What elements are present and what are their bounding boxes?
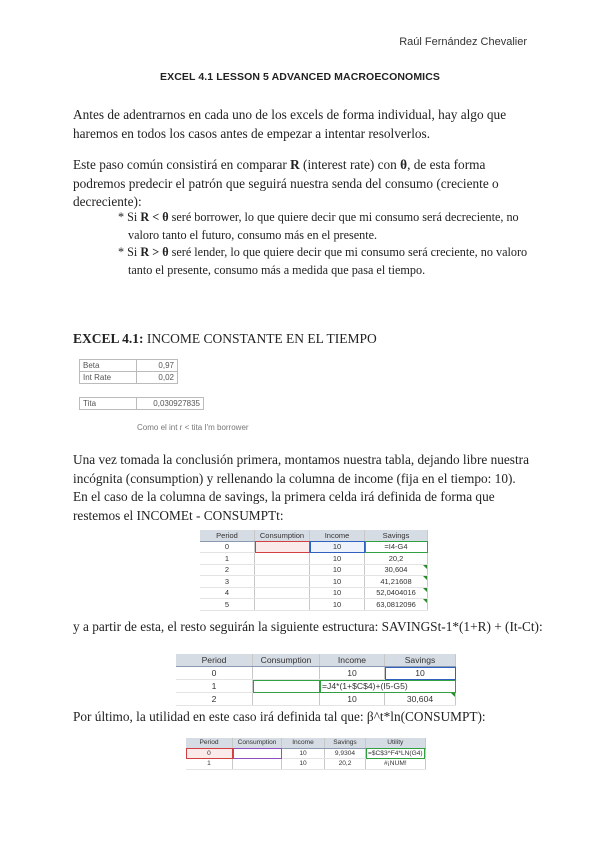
table-row: 0 10 10	[176, 667, 456, 680]
author-name: Raúl Fernández Chevalier	[399, 36, 527, 48]
header-consumption: Consumption	[255, 530, 310, 541]
document-title: EXCEL 4.1 LESSON 5 ADVANCED MACROECONOMICS	[160, 71, 440, 83]
header-income: Income	[320, 654, 385, 667]
header-period: Period	[200, 530, 255, 541]
step-paragraph	[73, 156, 533, 212]
borrower-note: Como el int r < tita I'm borrower	[137, 423, 249, 432]
table-row: 4 10 52,0404016	[200, 587, 428, 599]
table-row: 5 10 63,0812096	[200, 599, 428, 611]
table-row: 1 10 20,2	[200, 553, 428, 565]
condition-list	[118, 209, 528, 279]
table-setup-paragraph: Una vez tomada la conclusión primera, montamos nuestra tabla, dejando libre nuestra incógnita (consumption) y rellenando la columna de income (fija en el tiempo: 10). En el caso de la columna de savings, la primera celda irá definida de forma que restemos el INCOMEt - CONSUMPTt:	[73, 452, 530, 523]
r-symbol: R	[290, 157, 300, 172]
savings-structure-paragraph: y a partir de esta, el resto seguirán la siguiente estructura: SAVINGSt-1*(1+R) + (It-Ct):	[73, 619, 543, 634]
section-label: EXCEL 4.1:	[73, 331, 144, 346]
step-text-after: , de esta forma podremos predecir el patrón que seguirá nuestra senda del consumo (creciente o decreciente):	[73, 157, 499, 209]
parameters-table: Beta 0,97 Int Rate 0,02	[79, 359, 178, 384]
header-period: Period	[186, 738, 233, 748]
utility-formula-cell[interactable]: =$C$3^F4*LN(G4)	[366, 748, 426, 759]
excel-parameters-snippet	[79, 359, 284, 441]
step-text-middle: (interest rate) con	[299, 157, 401, 172]
condition-borrower: * Si R < θ seré borrower, lo que quiere decir que mi consumo será decreciente, no valoro tanto el futuro, consumo más en el presente.	[118, 210, 519, 242]
utility-table	[186, 738, 426, 770]
step-text-before: Este paso común consistirá en comparar	[73, 157, 291, 172]
header-consumption: Consumption	[233, 738, 282, 748]
header-savings: Savings	[365, 530, 428, 541]
header-income: Income	[310, 530, 365, 541]
table-row: 1 10 20,2 #¡NUM!	[186, 759, 425, 770]
utility-paragraph: Por último, la utilidad en este caso irá definida tal que: β^t*ln(CONSUMPT):	[73, 709, 486, 724]
table-row: 3 10 41,21608	[200, 576, 428, 588]
table-row: 2 10 30,604	[200, 564, 428, 576]
header-savings: Savings	[385, 654, 456, 667]
theta-symbol: θ	[400, 157, 408, 172]
theta-table: Tita 0,030927835	[79, 397, 204, 410]
header-income: Income	[282, 738, 325, 748]
table-row: 2 10 30,604	[176, 693, 456, 706]
section-heading	[73, 331, 377, 347]
table-row: 0 10 =I4-G4	[200, 541, 428, 553]
table-row: 1 =J4*(1+$C$4)+(I5-G5)	[176, 680, 456, 693]
savings-table-formula	[176, 654, 456, 706]
savings-formula-cell[interactable]: =J4*(1+$C$4)+(I5-G5)	[320, 680, 456, 693]
section-title: INCOME CONSTANTE EN EL TIEMPO	[143, 331, 377, 346]
intro-paragraph: Antes de adentrarnos en cada uno de los excels de forma individual, hay algo que haremos en todos los casos antes de empezar a intentar resolverlos.	[73, 107, 507, 141]
condition-lender: * Si R > θ seré lender, lo que quiere decir que mi consumo será creciente, no valoro tanto el presente, consumo más a medida que pasa el tiempo.	[118, 245, 528, 277]
header-savings: Savings	[325, 738, 366, 748]
header-utility: Utility	[366, 738, 426, 748]
savings-table-initial	[200, 530, 428, 611]
table-row: 0 10 9,9304 =$C$3^F4*LN(G4)	[186, 748, 425, 759]
header-consumption: Consumption	[253, 654, 320, 667]
header-period: Period	[176, 654, 253, 667]
